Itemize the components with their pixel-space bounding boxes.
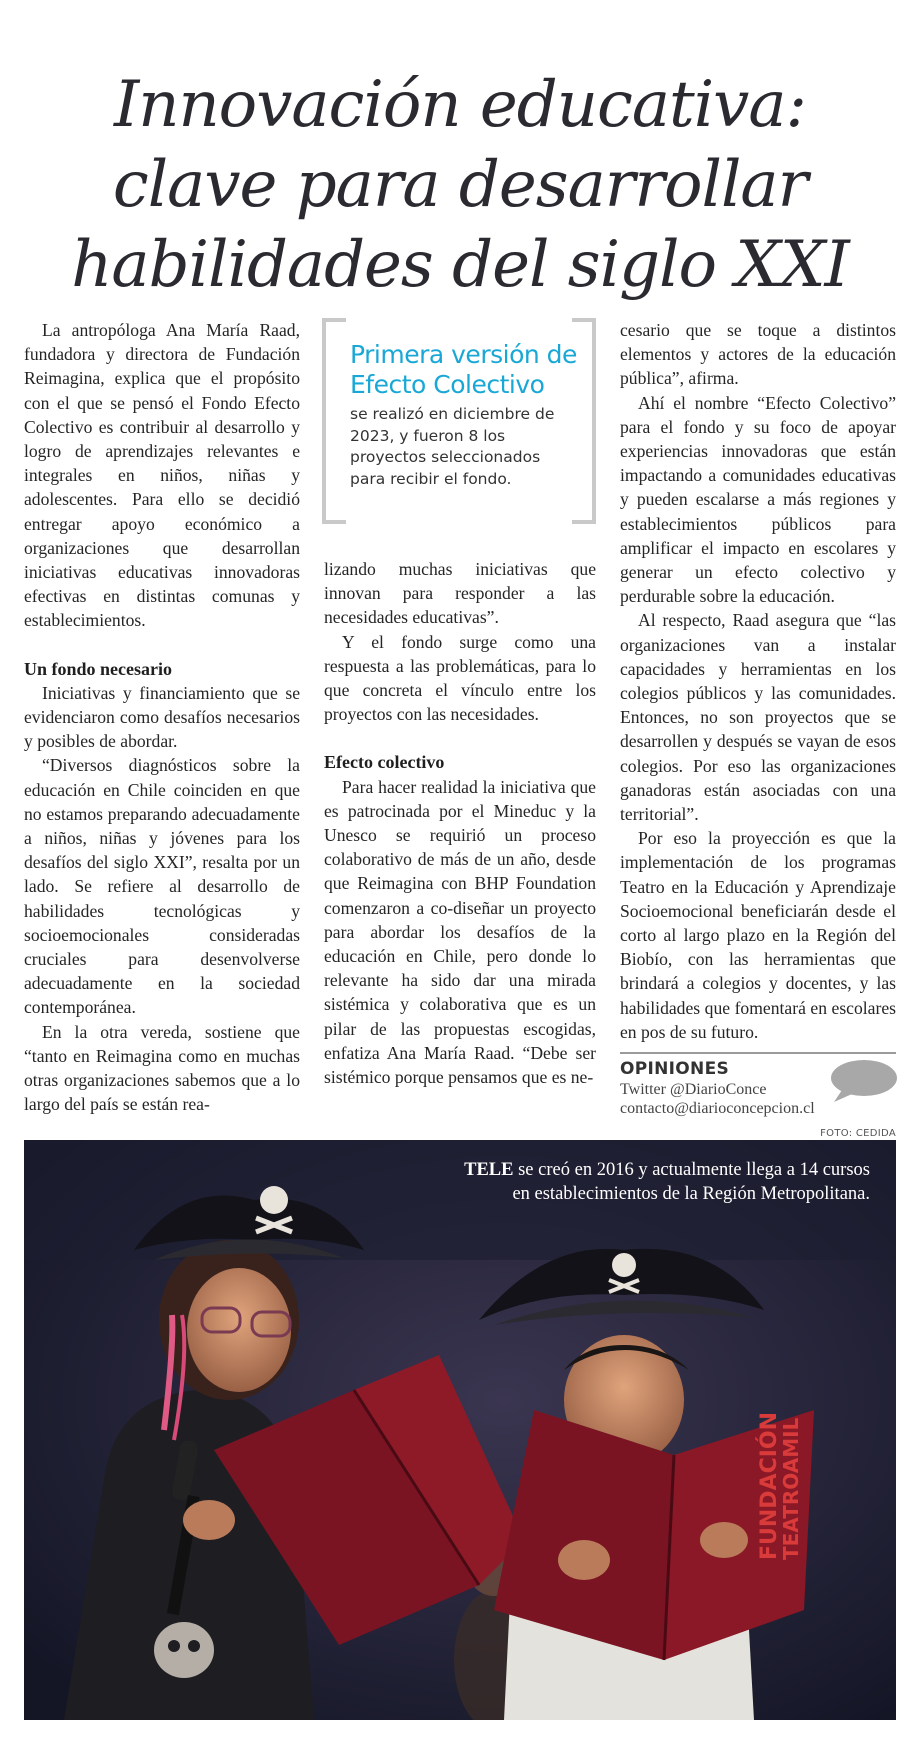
headline-line-3: habilidades del siglo XXI [71, 227, 849, 302]
folder-text-1: FUNDACIÓN [757, 1411, 782, 1560]
headline [20, 65, 900, 305]
opiniones-twitter: Twitter @DiarioConce [620, 1081, 767, 1098]
paragraph: Para hacer realidad la iniciativa que es patrocinada por el Mineduc y la Unesco se requirió un proceso colaborativo de más de un año, desde que Reimagina con BHP Foundation comenzaron a co-diseñar un proyecto para abordar los desafíos de la educación en Chile, pero donde lo relevante ha sido dar una mirada sistémica y colaborativa que es un pilar de las propuestas escogidas, enfatiza Ana María Raad. “Debe ser sistémico porque pensamos que es ne- [324, 776, 596, 1088]
headline-line-2: clave para desarrollar [112, 147, 808, 222]
caption-bold: TELE [464, 1160, 514, 1180]
paragraph: Iniciativas y financiamiento que se evidenciaron como desafíos necesarios y posibles de abordar. [24, 682, 300, 752]
article-column-2 [324, 557, 596, 1089]
subheading-un-fondo-necesario: Un fondo necesario [24, 658, 172, 679]
opiniones-email: contacto@diarioconcepcion.cl [620, 1100, 815, 1117]
paragraph: Al respecto, Raad asegura que “las organizaciones van a instalar capacidades y herramientas en los colegios públicos y las comunidades. Entonces, no son proyectos que se desarrollen y después se vayan de esos colegios. Por eso las organizaciones ganadoras están asociadas con una territorial”. [620, 610, 896, 825]
callout-title: Primera versión de Efecto Colectivo [350, 340, 577, 399]
paragraph: lizando muchas iniciativas que innovan para responder a las necesidades educativas”. [324, 559, 596, 628]
callout-box [322, 318, 596, 518]
photo-illustration [24, 1140, 896, 1720]
callout-body: se realizó en diciembre de 2023, y fueron 8 los proyectos seleccionados para recibir el fondo. [350, 405, 555, 488]
subheading-efecto-colectivo: Efecto colectivo [324, 752, 445, 773]
opiniones-box [620, 1052, 896, 1118]
paragraph: Y el fondo surge como una respuesta a las problemáticas, para lo que concreta el vínculo entre los proyectos con las necesidades. [324, 631, 596, 725]
speech-bubble-icon [828, 1058, 898, 1104]
paragraph: Por eso la proyección es que la implementación de los programas Teatro en la Educación y Aprendizaje Socioemocional beneficiarán desde el corto al largo plazo en la Región del Biobío, con las herramientas que brindará a colegios y docentes, y las habilidades que fomentará en escolares en pos de su futuro. [620, 828, 896, 1042]
opiniones-title: OPINIONES [620, 1059, 730, 1079]
headline-line-1: Innovación educativa: [113, 67, 807, 142]
photo-caption [450, 1158, 870, 1206]
left-bracket [322, 318, 346, 524]
paragraph: Ahí el nombre “Efecto Colectivo” para el fondo y su foco de apoyar experiencias innovadoras que están impactando a comunidades educativas y pueden escalarse a más regiones y establecimientos públicos para amplificar el impacto en escolares y generar un efecto colectivo y perdurable sobre la educación. [620, 392, 896, 607]
photo-credit: FOTO: CEDIDA [820, 1128, 896, 1139]
paragraph: “Diversos diagnósticos sobre la educación en Chile coinciden en que no estamos preparando adecuadamente a niños, niñas y jóvenes para los desafíos del siglo XXI”, resalta por un lado. Se refiere al desarrollo de habilidades tecnológicas y socioemocionales consideradas cruciales para desenvolverse adecuadamente en la sociedad contemporánea. [24, 755, 300, 1018]
article-column-3 [620, 318, 896, 1044]
caption-text: se creó en 2016 y actualmente llega a 14 cursos en establecimientos de la Región Metropolitana. [512, 1160, 870, 1204]
folder-text-2: TEATROAMIL [779, 1417, 803, 1560]
paragraph: En la otra vereda, sostiene que “tanto en Reimagina como en muchas otras organizaciones sabemos que a lo largo del país se están rea- [24, 1021, 300, 1115]
paragraph: cesario que se toque a distintos elementos y actores de la educación pública”, afirma. [620, 320, 896, 389]
article-column-1 [24, 318, 300, 1117]
paragraph: La antropóloga Ana María Raad, fundadora y directora de Fundación Reimagina, explica que el propósito con el que se pensó el Fondo Efecto Colectivo es contribuir al desarrollo y logro de aprendizajes relevantes e integrales en niños, niñas y adolescentes. Para ello se decidió entregar apoyo económico a organizaciones que desarrollan iniciativas educativas innovadoras efectivas en distintas comunas y establecimientos. [24, 320, 300, 631]
article-photo [24, 1140, 896, 1720]
